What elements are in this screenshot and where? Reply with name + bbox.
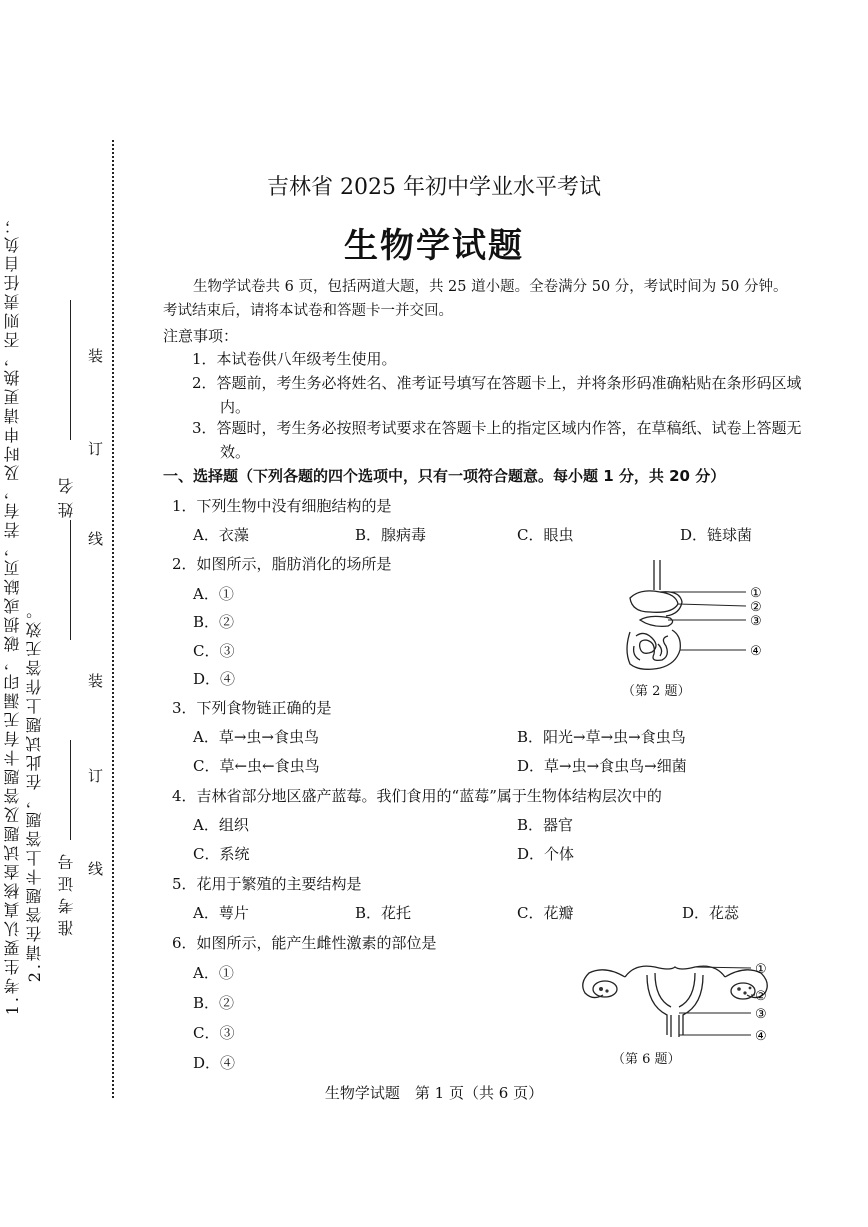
note-item: 1．本试卷供八年级考生使用。: [192, 350, 397, 368]
q4-option-b: B．器官: [517, 816, 574, 834]
q2-option-b: B．②: [193, 613, 235, 631]
fig6-label-1: ①: [755, 962, 767, 977]
q6-option-c: C．③: [193, 1024, 235, 1042]
fig6-label-4: ④: [755, 1029, 767, 1044]
q2-option-a: A．①: [193, 585, 234, 603]
q5-option-b: B．花托: [355, 904, 412, 922]
q1-option-b: B．腺病毒: [355, 526, 427, 544]
name-field-line[interactable]: [70, 300, 71, 440]
q6-option-d: D．④: [193, 1054, 236, 1072]
q4-option-a: A．组织: [193, 816, 249, 834]
fig6-caption: （第 6 题）: [612, 1052, 681, 1067]
digestive-system-figure: [610, 560, 770, 685]
section-heading: 一、选择题（下列各题的四个选项中，只有一项符合题意。每小题 1 分，共 20 分）: [163, 467, 726, 485]
q4-option-c: C．系统: [193, 845, 250, 863]
q4-option-d: D．个体: [517, 845, 575, 863]
q3-option-a: A．草→虫→食虫鸟: [193, 728, 319, 746]
instruction-line-1: 1.考生要认真核查试题及答题卡有无漏印，破损或缺页，若有，及时申请更换，否则责任自负；: [3, 215, 22, 1016]
q3-option-d: D．草→虫→食虫鸟→细菌: [517, 757, 687, 775]
instruction-line-2: 2.请在答题卡上答题，在此试题上作答无效。: [25, 600, 44, 983]
question-3-stem: 3．下列食物链正确的是: [172, 699, 332, 717]
fig2-label-2: ②: [750, 600, 762, 615]
q5-option-c: C．花瓣: [517, 904, 574, 922]
exam-title: 吉林省 2025 年初中学业水平考试: [267, 175, 601, 200]
exam-number-label: 准考证号: [57, 848, 76, 936]
fig2-label-3: ③: [750, 614, 762, 629]
q3-option-c: C．草←虫←食虫鸟: [193, 757, 320, 775]
question-4-stem: 4．吉林省部分地区盛产蓝莓。我们食用的“蓝莓”属于生物体结构层次中的: [172, 787, 662, 805]
notes-title: 注意事项：: [163, 327, 239, 345]
binding-char-5: 订: [88, 767, 104, 785]
question-6-stem: 6．如图所示，能产生雌性激素的部位是: [172, 934, 437, 952]
fig6-label-2: ②: [755, 989, 767, 1004]
reproductive-system-figure: [575, 955, 775, 1050]
q6-option-a: A．①: [193, 964, 234, 982]
q5-option-d: D．花蕊: [682, 904, 740, 922]
q3-option-b: B．阳光→草→虫→食虫鸟: [517, 728, 686, 746]
fig2-caption: （第 2 题）: [622, 684, 691, 699]
fig6-label-3: ③: [755, 1007, 767, 1022]
q5-option-a: A．萼片: [193, 904, 249, 922]
question-1-stem: 1．下列生物中没有细胞结构的是: [172, 497, 392, 515]
exam-number-field-line[interactable]: [70, 740, 71, 840]
q2-option-c: C．③: [193, 642, 235, 660]
binding-char-4: 装: [88, 672, 104, 690]
question-2-stem: 2．如图所示，脂肪消化的场所是: [172, 555, 392, 573]
q1-option-a: A．衣藻: [193, 526, 249, 544]
q1-option-c: C．眼虫: [517, 526, 574, 544]
fig2-label-4: ④: [750, 644, 762, 659]
note-item: 2．答题前，考生务必将姓名、准考证号填写在答题卡上，并将条形码准确粘贴在条形码区域内。: [192, 374, 802, 416]
page-footer: 生物学试题 第 1 页（共 6 页）: [324, 1084, 544, 1102]
question-5-stem: 5．花用于繁殖的主要结构是: [172, 875, 362, 893]
binding-dotted-line: [112, 140, 114, 1098]
binding-char-1: 装: [88, 347, 104, 365]
name-field-line-lower[interactable]: [70, 520, 71, 640]
fig2-label-1: ①: [750, 586, 762, 601]
subject-title: 生物学试题: [344, 226, 524, 266]
q2-option-d: D．④: [193, 670, 236, 688]
intro-paragraph: 生物学试卷共 6 页，包括两道大题，共 25 道小题。全卷满分 50 分，考试时间为 50 分钟。考试结束后，请将本试卷和答题卡一并交回。: [163, 279, 788, 319]
binding-char-6: 线: [88, 860, 104, 878]
q1-option-d: D．链球菌: [680, 526, 753, 544]
binding-char-3: 线: [88, 530, 104, 548]
binding-char-2: 订: [88, 440, 104, 458]
note-item: 3．答题时，考生务必按照考试要求在答题卡上的指定区域内作答，在草稿纸、试卷上答题无效。: [192, 419, 802, 461]
q6-option-b: B．②: [193, 994, 235, 1012]
name-label: 姓名: [57, 470, 76, 518]
